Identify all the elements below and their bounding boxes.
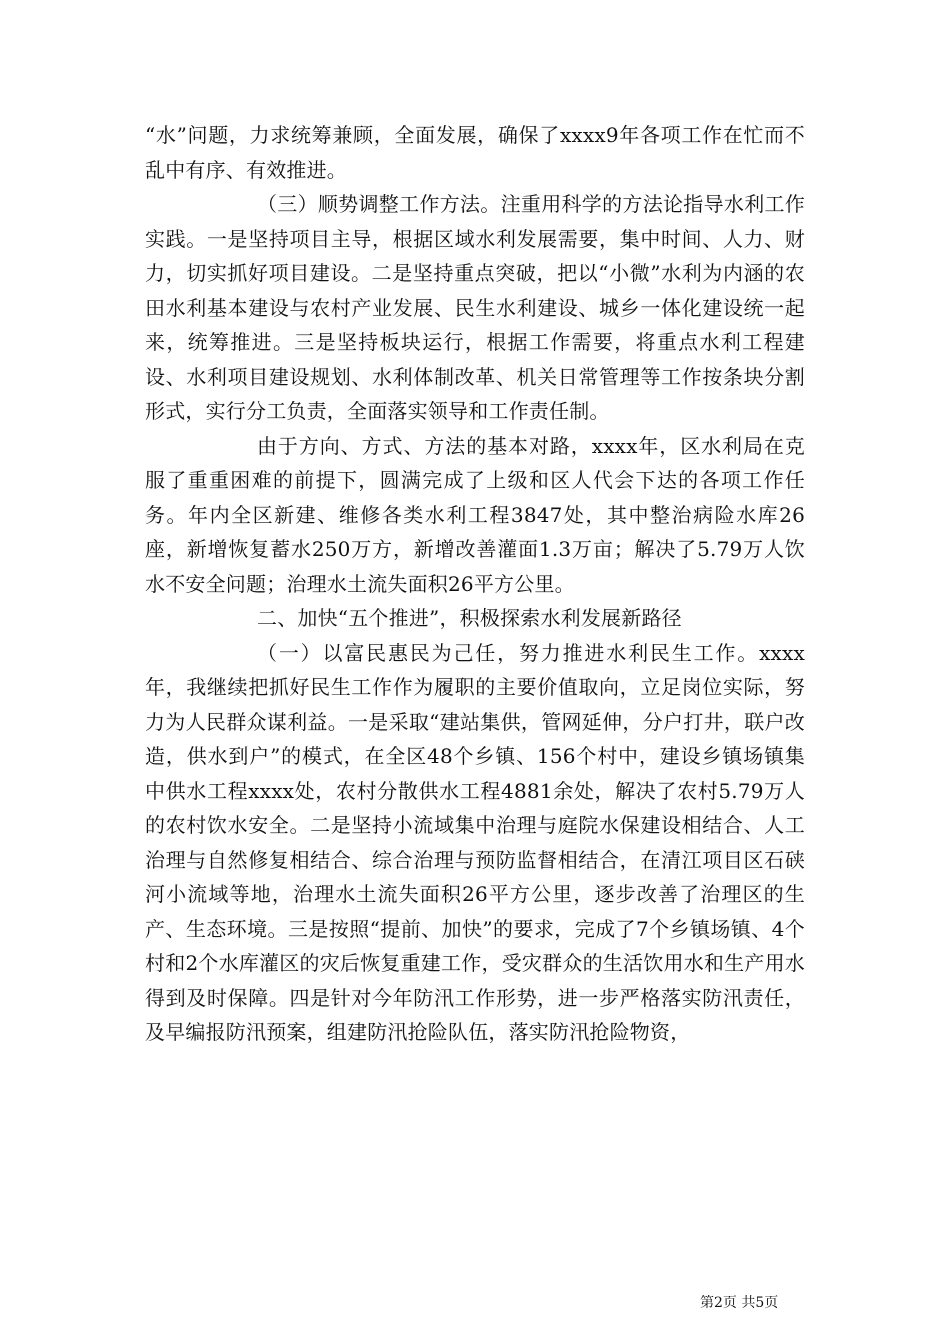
section-heading: 二、加快“五个推进”，积极探索水利发展新路径 <box>257 606 682 630</box>
paragraph-continuation: “水”问题，力求统筹兼顾，全面发展，确保了xxxx9年各项工作在忙而不乱中有序、有效推进。 <box>145 123 805 182</box>
paragraph-adjust-methods: （三）顺势调整工作方法。注重用科学的方法论指导水利工作实践。一是坚持项目主导，根据区域水利发展需要，集中时间、人力、财力，切实抓好项目建设。二是坚持重点突破，把以“小微”水利为内涵的农田水利基本建设与农村产业发展、民生水利建设、城乡一体化建设统一起来，统筹推进。三是坚持板块运行，根据工作需要，将重点水利工程建设、水利项目建设规划、水利体制改革、机关日常管理等工作按条块分割形式，实行分工负责，全面落实领导和工作责任制。 <box>145 192 805 423</box>
document-body <box>145 118 805 1050</box>
paragraph-results-summary: 由于方向、方式、方法的基本对路，xxxx年，区水利局在克服了重重困难的前提下，圆满完成了上级和区人代会下达的各项工作任务。年内全区新建、维修各类水利工程3847处，其中整治病险水库26座，新增恢复蓄水250万方，新增改善灌面1.3万亩；解决了5.79万人饮水不安全问题；治理水土流失面积26平方公里。 <box>145 433 805 596</box>
paragraph-livelihood-work: （一）以富民惠民为己任，努力推进水利民生工作。xxxx年，我继续把抓好民生工作作为履职的主要价值取向，立足岗位实际，努力为人民群众谋利益。一是采取“建站集供，管网延伸，分户打井，联户改造，供水到户”的模式，在全区48个乡镇、156个村中，建设乡镇场镇集中供水工程xxxx处，农村分散供水工程4881余处，解决了农村5.79万人的农村饮水安全。二是坚持小流域集中治理与庭院水保建设相结合、人工治理与自然修复相结合、综合治理与预防监督相结合，在清江项目区石硖河小流域等地，治理水土流失面积26平方公里，逐步改善了治理区的生产、生态环境。三是按照“提前、加快”的要求，完成了7个乡镇场镇、4个村和2个水库灌区的灾后恢复重建工作，受灾群众的生活饮用水和生产用水得到及时保障。四是针对今年防汛工作形势，进一步严格落实防汛责任，及早编报防汛预案，组建防汛抢险队伍，落实防汛抢险物资， <box>145 640 805 1044</box>
page-number-footer: 第2页 共5页 <box>700 1295 779 1311</box>
